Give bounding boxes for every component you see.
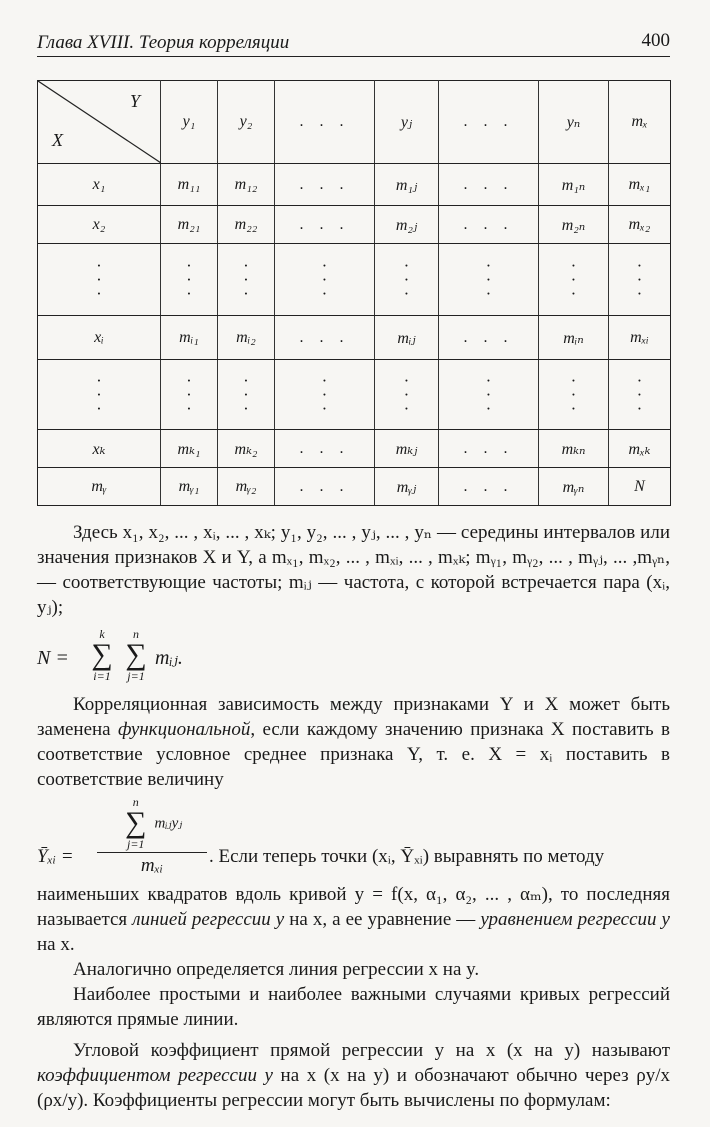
table-cell: . . .	[275, 164, 375, 206]
table-cell: mₓₖ	[609, 430, 671, 468]
table-row	[38, 430, 671, 468]
table-cell: . . .	[439, 430, 539, 468]
col-header: . . .	[275, 81, 375, 164]
vdots: · · ·	[161, 244, 218, 316]
paragraph: Здесь x₁, x₂, ... , xᵢ, ... , xₖ; y₁, y₂, ... , yⱼ, ... , yₙ — середины интервалов или значения признаков X и Y, а mₓ₁, mₓ₂, ... , mₓᵢ, ... , mₓₖ; mᵧ₁, mᵧ₂, ... , mᵧⱼ, ... ,mᵧₙ, — соответствующие частоты; mᵢⱼ — частота, с которой встречается пара (xᵢ, yⱼ);	[37, 522, 670, 618]
row-label: mᵧ	[38, 468, 161, 506]
table-cell: m₂ⱼ	[375, 206, 439, 244]
paragraph: Угловой коэффициент прямой регрессии y на x (x на y) называют коэффициентом регрессии y на x (x на y) и обозначают обычно через ρy/x (ρx/y). Коэффициенты регрессии могут быть вычислены по формулам:	[37, 1040, 670, 1111]
table-cell: . . .	[275, 468, 375, 506]
table-cell: mᵢ₂	[218, 316, 275, 360]
table-cell: mₖⱼ	[375, 430, 439, 468]
table-cell: . . .	[275, 206, 375, 244]
table-cell: mₖ₂	[218, 430, 275, 468]
table-cell: . . .	[275, 430, 375, 468]
corner-x-label: X	[52, 130, 63, 150]
paragraph: наименьших квадратов вдоль кривой y = f(x, α₁, α₂, ... , αₘ), то последняя называется линией регрессии y на x, а ее уравнение — уравнением регрессии y на x.	[37, 884, 670, 955]
vdots: · · ·	[38, 244, 161, 316]
table-cell: mᵢⱼ	[375, 316, 439, 360]
formula-n	[37, 628, 670, 684]
vdots: · · ·	[275, 244, 375, 316]
ellipsis-row	[38, 360, 671, 430]
paragraph: Корреляционная зависимость между признаками Y и X может быть заменена функциональной, если каждому значению признака X поставить в соответствие условное среднее признака Y, т. е. X = xᵢ поставить в соответствие величину	[37, 694, 670, 790]
frac-after-text: . Если теперь точки (xᵢ, Ȳₓᵢ) выравнять по методу	[209, 846, 605, 867]
table-cell: m₁ₙ	[539, 164, 609, 206]
table-cell: mᵧ₁	[161, 468, 218, 506]
table-row	[38, 316, 671, 360]
corner-y-label: Y	[129, 91, 140, 111]
emphasis: линией регрессии y	[132, 909, 285, 930]
corner-cell	[38, 81, 161, 164]
vdots: · · ·	[609, 360, 671, 430]
col-header: mₓ	[609, 81, 671, 164]
table-row	[38, 206, 671, 244]
ellipsis-row	[38, 244, 671, 316]
table-cell: . . .	[439, 164, 539, 206]
table-cell: . . .	[439, 316, 539, 360]
table-cell: mₓ₁	[609, 164, 671, 206]
paragraph: Наиболее простыми и наиболее важными случаями кривых регрессий являются прямые линии.	[37, 984, 670, 1030]
table-cell: m₂₂	[218, 206, 275, 244]
table-row	[38, 468, 671, 506]
chapter-title: Глава XVIII. Теория корреляции	[37, 32, 290, 53]
paragraph: Аналогично определяется линия регрессии x на y.	[73, 959, 480, 980]
col-header: yₙ	[539, 81, 609, 164]
table-cell: mᵧⱼ	[375, 468, 439, 506]
frac-lhs: Ȳₓᵢ =	[37, 846, 74, 867]
table-cell: mᵢₙ	[539, 316, 609, 360]
vdots: · · ·	[218, 244, 275, 316]
table-cell: m₁ⱼ	[375, 164, 439, 206]
table-cell: . . .	[439, 468, 539, 506]
table-cell: . . .	[275, 316, 375, 360]
row-label: xₖ	[38, 430, 161, 468]
col-header: y₂	[218, 81, 275, 164]
fraction	[97, 796, 207, 878]
sum-operator: n ∑ j=1	[125, 627, 147, 683]
vdots: · · ·	[609, 244, 671, 316]
body-text	[37, 520, 670, 1113]
running-head	[37, 30, 670, 57]
vdots: · · ·	[439, 360, 539, 430]
table-cell: m₂ₙ	[539, 206, 609, 244]
formula-lhs: N =	[37, 647, 69, 669]
row-label: x₂	[38, 206, 161, 244]
table-header-row	[38, 81, 671, 164]
vdots: · · ·	[439, 244, 539, 316]
col-header: y₁	[161, 81, 218, 164]
conditional-mean-formula	[37, 796, 670, 882]
frac-numerator: n ∑ j=1 mᵢⱼyⱼ	[97, 796, 207, 853]
vdots: · · ·	[275, 360, 375, 430]
vdots: · · ·	[539, 360, 609, 430]
table-cell: m₁₁	[161, 164, 218, 206]
vdots: · · ·	[375, 360, 439, 430]
table-cell: mᵧₙ	[539, 468, 609, 506]
col-header: yⱼ	[375, 81, 439, 164]
table-row	[38, 164, 671, 206]
vdots: · · ·	[539, 244, 609, 316]
table-cell: . . .	[439, 206, 539, 244]
page-number: 400	[641, 30, 670, 51]
vdots: · · ·	[218, 360, 275, 430]
formula-term: mᵢⱼ.	[155, 647, 183, 669]
row-label: x₁	[38, 164, 161, 206]
table-cell: m₂₁	[161, 206, 218, 244]
vdots: · · ·	[161, 360, 218, 430]
vdots: · · ·	[38, 360, 161, 430]
row-label: xᵢ	[38, 316, 161, 360]
table-cell: mₖ₁	[161, 430, 218, 468]
correlation-table	[37, 80, 671, 506]
table-cell: N	[609, 468, 671, 506]
table-cell: mₓ₂	[609, 206, 671, 244]
table-cell: m₁₂	[218, 164, 275, 206]
table-cell: mₖₙ	[539, 430, 609, 468]
sum-operator: k ∑ i=1	[91, 627, 113, 683]
col-header: . . .	[439, 81, 539, 164]
emphasis: уравнением регрессии y	[480, 909, 670, 930]
frac-denominator: mₓᵢ	[140, 855, 164, 876]
vdots: · · ·	[375, 244, 439, 316]
emphasis: функциональной	[117, 719, 251, 740]
table-cell: mₓᵢ	[609, 316, 671, 360]
table-cell: mᵧ₂	[218, 468, 275, 506]
table-cell: mᵢ₁	[161, 316, 218, 360]
emphasis: коэффициентом регрессии y	[37, 1065, 273, 1086]
